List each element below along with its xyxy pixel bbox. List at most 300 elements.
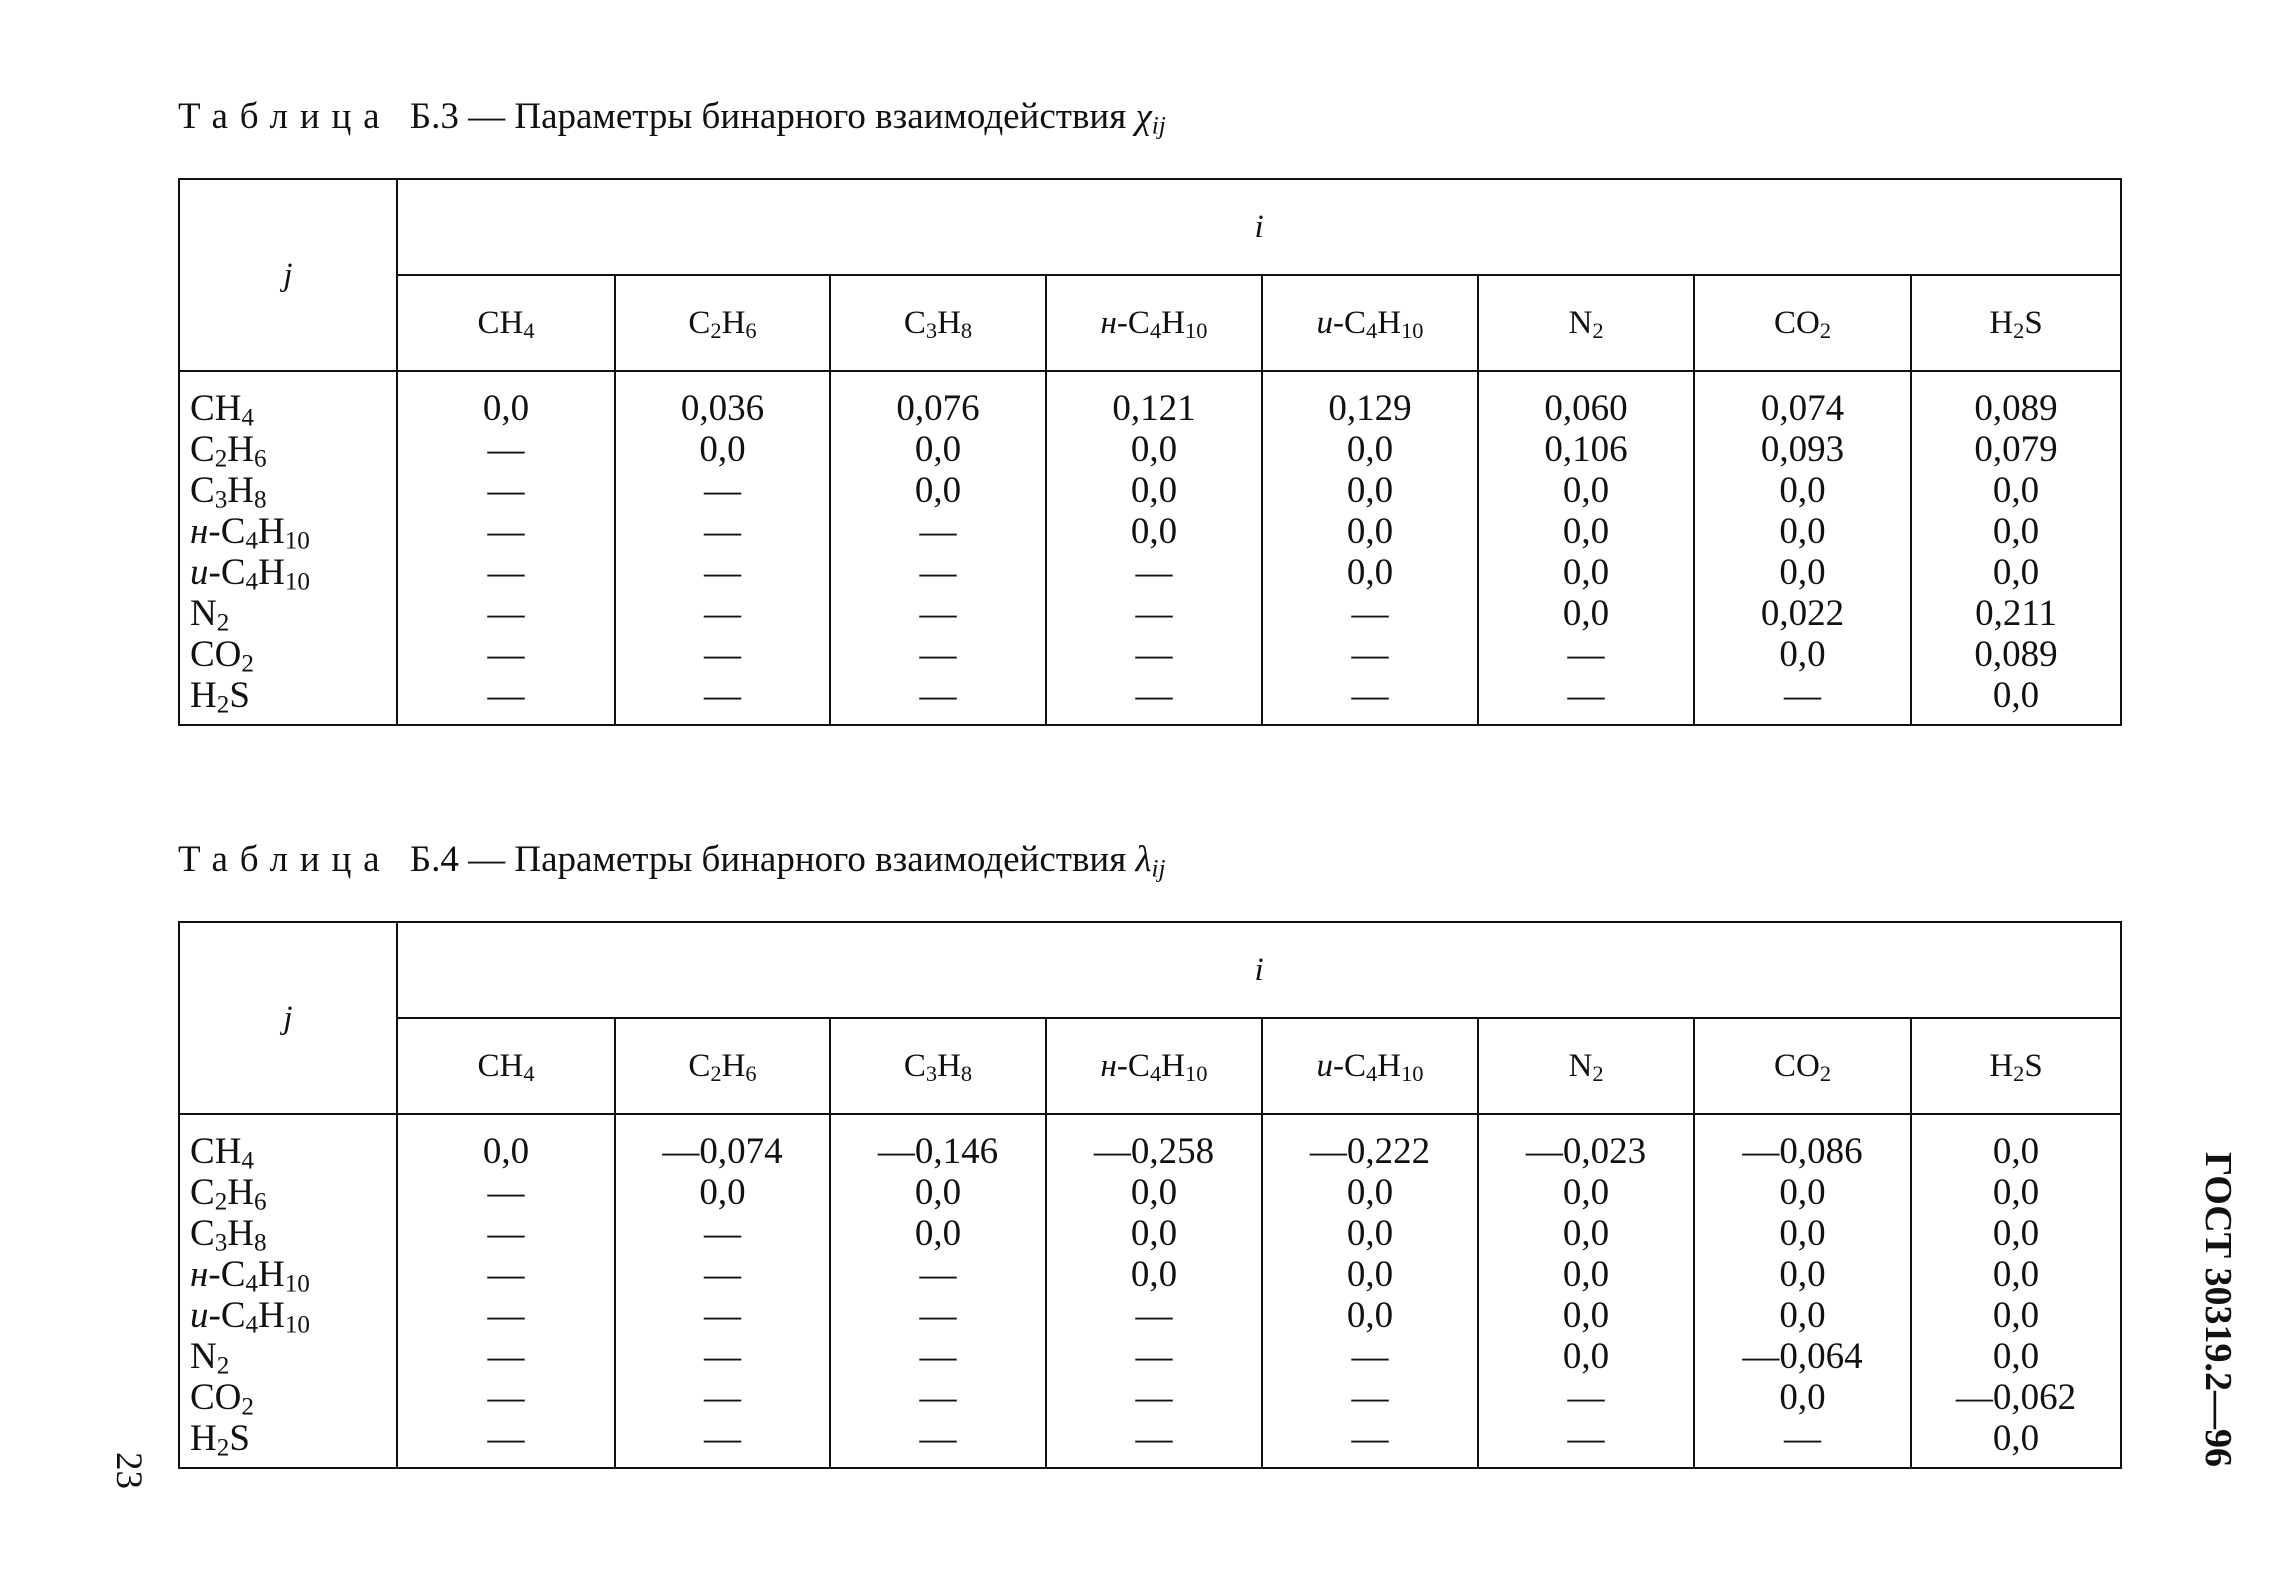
- formula-element: S: [2024, 1047, 2043, 1084]
- table-cell: —: [1262, 1418, 1478, 1468]
- table-cell: 0,0: [1478, 470, 1694, 511]
- table-cell: 0,0: [1046, 1254, 1262, 1295]
- formula-element: H: [227, 429, 254, 470]
- table-row: [179, 593, 2121, 634]
- formula-subscript: 8: [254, 486, 267, 514]
- table-cell: 0,121: [1046, 371, 1262, 429]
- table-cell: —: [615, 634, 830, 675]
- table-cell: —: [1262, 593, 1478, 634]
- table-cell: —: [830, 511, 1046, 552]
- row-label: [179, 552, 397, 596]
- formula-subscript: 2: [216, 1434, 230, 1462]
- formula-subscript: 8: [960, 1060, 973, 1086]
- formula-element: H: [721, 1047, 746, 1084]
- table-cell: —: [1478, 1377, 1694, 1418]
- formula-subscript: 2: [1592, 1060, 1604, 1086]
- table-cell: 0,0: [1478, 511, 1694, 552]
- row-label: [179, 470, 397, 514]
- formula-subscript: 4: [1149, 317, 1162, 343]
- table-cell: 0,0: [1262, 1295, 1478, 1336]
- table-row: [179, 1172, 2121, 1213]
- formula-element: C: [190, 1213, 215, 1254]
- formula-subscript: 2: [1819, 317, 1832, 343]
- formula-subscript: 4: [1366, 317, 1378, 343]
- formula-subscript: 3: [214, 486, 228, 514]
- column-header: [1911, 275, 2121, 371]
- column-header: [615, 275, 830, 371]
- table-cell: —: [1046, 593, 1262, 634]
- table-cell: —: [615, 1295, 830, 1336]
- table-cell: —: [615, 675, 830, 725]
- table-cell: —: [1046, 1336, 1262, 1377]
- table-cell: 0,0: [1478, 1213, 1694, 1254]
- column-header: [830, 275, 1046, 371]
- formula-subscript: 8: [254, 1229, 267, 1257]
- table-cell: 0,0: [1694, 1213, 1911, 1254]
- table-cell: —0,023: [1478, 1114, 1694, 1172]
- formula-element: H: [1989, 304, 2014, 341]
- column-header: [1694, 1018, 1911, 1114]
- table-cell: 0,079: [1974, 429, 2058, 470]
- formula-element: H: [257, 511, 285, 552]
- table-cell: —: [397, 593, 615, 634]
- table-cell: —: [1046, 552, 1262, 593]
- table-cell: 0,0: [1992, 1213, 2040, 1254]
- formula-element: H: [1161, 304, 1185, 341]
- table-b4: [178, 921, 2122, 1469]
- formula-subscript: 2: [2013, 1060, 2025, 1086]
- formula-element: CO: [1773, 1047, 1820, 1084]
- formula-element: CO: [1773, 304, 1820, 341]
- formula-element: C: [477, 304, 500, 341]
- table-cell: —: [830, 1254, 1046, 1295]
- formula-element: C: [190, 1172, 215, 1213]
- formula-element: C: [220, 1295, 246, 1336]
- column-group-header-i: i: [397, 179, 2121, 275]
- table-row: [179, 470, 2121, 511]
- row-label: [179, 1295, 397, 1339]
- formula-subscript: 10: [1185, 317, 1208, 343]
- table-row: [179, 1418, 2121, 1468]
- table-cell: 0,0: [1694, 634, 1911, 675]
- table-cell: 0,0: [1992, 1418, 2040, 1459]
- formula-element: H: [499, 1047, 524, 1084]
- table-row: [179, 675, 2121, 725]
- formula-subscript: 4: [241, 404, 254, 432]
- isomer-prefix: н-: [190, 1254, 221, 1295]
- table-cell: —: [1046, 675, 1262, 725]
- table-cell: —0,258: [1046, 1114, 1262, 1172]
- table-cell: —: [1262, 1377, 1478, 1418]
- formula-subscript: 2: [710, 317, 722, 343]
- table-cell: —: [1046, 634, 1262, 675]
- formula-element: C: [190, 1131, 215, 1172]
- column-header: [1478, 1018, 1694, 1114]
- formula-subscript: 4: [245, 568, 259, 596]
- table-cell: 0,0: [1478, 1295, 1694, 1336]
- formula-element: C: [1127, 1047, 1150, 1084]
- formula-subscript: 2: [216, 1352, 230, 1380]
- table-cell: 0,0: [1262, 470, 1478, 511]
- table-cell: —: [397, 1377, 615, 1418]
- formula-subscript: 4: [523, 317, 535, 343]
- formula-subscript: 2: [214, 445, 228, 473]
- formula-subscript: 4: [1366, 1060, 1378, 1086]
- table-cell: 0,0: [1478, 552, 1694, 593]
- table-cell: 0,0: [1046, 1172, 1262, 1213]
- table-cell: 0,0: [830, 1172, 1046, 1213]
- table-cell: —: [615, 1254, 830, 1295]
- caption-text: Б.3 — Параметры бинарного взаимодействия: [409, 96, 1127, 137]
- formula-subscript: 10: [1185, 1060, 1208, 1086]
- row-header-j: j: [179, 179, 397, 371]
- table-b3-caption: [178, 95, 1166, 138]
- table-cell: 0,0: [1694, 1377, 1911, 1418]
- table-cell: —: [615, 511, 830, 552]
- formula-element: H: [937, 1047, 961, 1084]
- table-cell: —: [830, 552, 1046, 593]
- formula-element: C: [688, 1047, 711, 1084]
- formula-subscript: 4: [1149, 1060, 1162, 1086]
- formula-element: H: [227, 1213, 254, 1254]
- table-cell: —: [615, 1213, 830, 1254]
- table-cell: 0,0: [1478, 593, 1694, 634]
- formula-subscript: 8: [960, 317, 973, 343]
- isomer-prefix: н-: [1100, 304, 1128, 341]
- table-cell: —: [830, 675, 1046, 725]
- formula-element: C: [1127, 304, 1150, 341]
- formula-subscript: 2: [1819, 1060, 1832, 1086]
- formula-subscript: 2: [241, 650, 254, 678]
- formula-element: H: [499, 304, 524, 341]
- formula-element: H: [227, 470, 254, 511]
- table-cell: —: [397, 1172, 615, 1213]
- formula-subscript: 3: [925, 317, 938, 343]
- table-cell: 0,0: [1992, 1336, 2040, 1377]
- table-row: [179, 429, 2121, 470]
- table-cell: —: [397, 552, 615, 593]
- formula-element: H: [257, 1254, 285, 1295]
- table-cell: —: [397, 1254, 615, 1295]
- isomer-prefix: н-: [190, 511, 221, 552]
- formula-element: C: [220, 511, 246, 552]
- row-label: [179, 1336, 397, 1380]
- formula-element: C: [190, 470, 215, 511]
- table-cell: —: [397, 511, 615, 552]
- table-row: [179, 634, 2121, 675]
- formula-element: CO: [190, 634, 242, 675]
- table-cell: 0,0: [1694, 511, 1911, 552]
- table-cell: —: [1262, 634, 1478, 675]
- table-cell: 0,0: [1694, 1254, 1911, 1295]
- table-cell: 0,022: [1694, 593, 1911, 634]
- table-cell: 0,074: [1694, 371, 1911, 429]
- formula-subscript: 4: [245, 1270, 258, 1298]
- table-cell: —: [397, 634, 615, 675]
- table-cell: 0,106: [1478, 429, 1694, 470]
- formula-subscript: 10: [284, 1311, 310, 1339]
- column-group-header-i: i: [397, 922, 2121, 1018]
- formula-element: N: [1568, 304, 1593, 341]
- isomer-prefix: и-: [1316, 304, 1344, 341]
- table-cell: —: [397, 429, 615, 470]
- row-label: [179, 429, 397, 473]
- table-cell: 0,0: [1992, 1172, 2040, 1213]
- table-cell: 0,0: [1262, 1254, 1478, 1295]
- isomer-prefix: н-: [1100, 1047, 1128, 1084]
- table-cell: 0,060: [1478, 371, 1694, 429]
- formula-subscript: 2: [241, 1393, 254, 1421]
- formula-subscript: 6: [745, 317, 757, 343]
- table-cell: 0,0: [1262, 1213, 1478, 1254]
- row-label: [179, 1213, 397, 1257]
- column-header: [1046, 275, 1262, 371]
- formula-element: H: [190, 1418, 217, 1459]
- table-cell: —: [615, 470, 830, 511]
- table-cell: 0,0: [1694, 552, 1911, 593]
- formula-subscript: 10: [284, 1270, 310, 1298]
- formula-element: C: [220, 552, 246, 593]
- formula-element: H: [937, 304, 961, 341]
- formula-element: H: [227, 1172, 254, 1213]
- table-cell: —: [615, 552, 830, 593]
- formula-subscript: 6: [254, 445, 267, 473]
- table-cell: 0,093: [1694, 429, 1911, 470]
- formula-element: C: [190, 429, 215, 470]
- formula-element: H: [1989, 1047, 2014, 1084]
- table-cell: 0,036: [615, 371, 830, 429]
- table-cell: —: [615, 1377, 830, 1418]
- formula-subscript: 2: [710, 1060, 722, 1086]
- caption-symbol: λ: [1135, 839, 1152, 880]
- column-header: [615, 1018, 830, 1114]
- table-cell: —: [397, 1336, 615, 1377]
- table-cell: —: [615, 1418, 830, 1468]
- table-cell: —: [1478, 1418, 1694, 1468]
- formula-element: N: [190, 1336, 217, 1377]
- table-cell: —: [1478, 675, 1694, 725]
- table-cell: 0,0: [615, 1172, 830, 1213]
- table-cell: —: [397, 470, 615, 511]
- table-cell: 0,0: [1262, 1172, 1478, 1213]
- formula-element: C: [1343, 1047, 1366, 1084]
- table-cell: 0,0: [1992, 1131, 2040, 1172]
- table-cell: 0,0: [1694, 1295, 1911, 1336]
- formula-element: C: [220, 1254, 246, 1295]
- table-cell: 0,0: [1262, 429, 1478, 470]
- row-label: [179, 634, 397, 678]
- formula-element: H: [1161, 1047, 1185, 1084]
- formula-subscript: 2: [216, 609, 230, 637]
- formula-element: H: [258, 1295, 285, 1336]
- table-cell: —: [1478, 634, 1694, 675]
- formula-element: CO: [190, 1377, 242, 1418]
- table-row: [179, 511, 2121, 552]
- row-label: [179, 675, 397, 725]
- table-cell: —: [830, 1418, 1046, 1468]
- formula-element: N: [190, 593, 217, 634]
- table-cell: 0,0: [1046, 1213, 1262, 1254]
- table-cell: —0,062: [1955, 1377, 2077, 1418]
- formula-element: S: [229, 675, 250, 716]
- formula-element: C: [903, 1047, 926, 1084]
- table-row: [179, 371, 2121, 429]
- caption-symbol: χ: [1135, 96, 1152, 137]
- formula-subscript: 10: [1401, 317, 1424, 343]
- formula-subscript: 6: [254, 1188, 267, 1216]
- caption-text: Б.4 — Параметры бинарного взаимодействия: [409, 839, 1127, 880]
- table-row: [179, 1336, 2121, 1377]
- formula-subscript: 2: [214, 1188, 228, 1216]
- formula-element: H: [721, 304, 746, 341]
- table-cell: 0,0: [1694, 470, 1911, 511]
- table-cell: 0,0: [830, 429, 1046, 470]
- formula-element: C: [477, 1047, 500, 1084]
- row-label: [179, 593, 397, 637]
- row-label: [179, 1418, 397, 1468]
- formula-subscript: 3: [925, 1060, 938, 1086]
- table-row: [179, 1295, 2121, 1336]
- table-cell: 0,0: [615, 429, 830, 470]
- formula-element: S: [229, 1418, 250, 1459]
- row-label: [179, 1114, 397, 1175]
- formula-element: C: [903, 304, 926, 341]
- column-header: [1694, 275, 1911, 371]
- formula-subscript: 3: [214, 1229, 228, 1257]
- table-cell: 0,0: [1046, 470, 1262, 511]
- table-cell: 0,076: [830, 371, 1046, 429]
- table-cell: 0,089: [1974, 388, 2058, 429]
- table-cell: —: [1046, 1418, 1262, 1468]
- row-header-j: j: [179, 922, 397, 1114]
- table-cell: —0,064: [1694, 1336, 1911, 1377]
- column-header: [1478, 275, 1694, 371]
- table-b4-caption: [178, 838, 1166, 881]
- formula-subscript: 10: [284, 527, 310, 555]
- table-cell: 0,0: [1046, 429, 1262, 470]
- table-cell: —: [1694, 1418, 1911, 1468]
- table-cell: 0,0: [397, 1114, 615, 1172]
- formula-element: H: [190, 675, 217, 716]
- table-cell: 0,211: [1975, 593, 2057, 634]
- table-cell: —: [1262, 675, 1478, 725]
- table-cell: —: [830, 1336, 1046, 1377]
- formula-subscript: 2: [2013, 317, 2025, 343]
- table-cell: 0,0: [1262, 552, 1478, 593]
- table-row: [179, 552, 2121, 593]
- table-cell: 0,0: [830, 470, 1046, 511]
- standard-designation: ГОСТ 30319.2—96: [2197, 1152, 2239, 1468]
- table-cell: 0,0: [1992, 552, 2040, 593]
- table-cell: —: [1046, 1295, 1262, 1336]
- formula-element: C: [688, 304, 711, 341]
- column-header: [1262, 1018, 1478, 1114]
- table-cell: 0,0: [397, 371, 615, 429]
- formula-subscript: 2: [1592, 317, 1604, 343]
- table-cell: 0,129: [1262, 371, 1478, 429]
- table-cell: —0,074: [615, 1114, 830, 1172]
- table-cell: 0,0: [1992, 675, 2040, 716]
- formula-subscript: 4: [523, 1060, 535, 1086]
- caption-symbol-subscript: ij: [1151, 112, 1166, 140]
- formula-element: C: [1343, 304, 1366, 341]
- table-cell: 0,0: [1992, 511, 2040, 552]
- formula-element: S: [2024, 304, 2043, 341]
- table-cell: —: [1262, 1336, 1478, 1377]
- table-cell: —: [1694, 675, 1911, 725]
- table-cell: —: [397, 1213, 615, 1254]
- isomer-prefix: и-: [1316, 1047, 1344, 1084]
- table-cell: 0,0: [830, 1213, 1046, 1254]
- caption-label: Таблица: [178, 96, 392, 137]
- table-cell: 0,0: [1992, 1254, 2040, 1295]
- formula-subscript: 4: [241, 1147, 254, 1175]
- table-cell: —0,146: [830, 1114, 1046, 1172]
- table-row: [179, 1114, 2121, 1172]
- formula-subscript: 4: [245, 527, 258, 555]
- table-cell: 0,0: [1046, 511, 1262, 552]
- row-label: [179, 1377, 397, 1421]
- table-cell: 0,0: [1478, 1254, 1694, 1295]
- table-cell: 0,0: [1478, 1336, 1694, 1377]
- table-cell: —: [397, 675, 615, 725]
- table-cell: 0,0: [1992, 470, 2040, 511]
- table-cell: —: [830, 1377, 1046, 1418]
- page-number: 23: [108, 1451, 149, 1489]
- formula-element: C: [190, 388, 215, 429]
- table-cell: 0,089: [1974, 634, 2058, 675]
- formula-subscript: 4: [245, 1311, 259, 1339]
- isomer-prefix: и-: [190, 552, 221, 593]
- formula-element: H: [214, 388, 242, 429]
- table-cell: 0,0: [1992, 1295, 2040, 1336]
- table-cell: 0,0: [1262, 511, 1478, 552]
- table-cell: 0,0: [1478, 1172, 1694, 1213]
- table-cell: —: [615, 1336, 830, 1377]
- formula-element: N: [1568, 1047, 1593, 1084]
- table-row: [179, 1213, 2121, 1254]
- column-header: [1046, 1018, 1262, 1114]
- table-cell: —: [830, 593, 1046, 634]
- formula-subscript: 10: [1401, 1060, 1424, 1086]
- row-label: [179, 1172, 397, 1216]
- formula-element: H: [1377, 304, 1402, 341]
- formula-element: H: [214, 1131, 242, 1172]
- formula-element: H: [1377, 1047, 1402, 1084]
- row-label: [179, 511, 397, 555]
- table-cell: —: [830, 634, 1046, 675]
- column-header: [397, 1018, 615, 1114]
- formula-subscript: 6: [745, 1060, 757, 1086]
- column-header: [1911, 1018, 2121, 1114]
- table-cell: 0,0: [1694, 1172, 1911, 1213]
- row-label: [179, 371, 397, 432]
- formula-element: H: [258, 552, 285, 593]
- table-cell: —: [1046, 1377, 1262, 1418]
- formula-subscript: 2: [216, 691, 230, 719]
- formula-subscript: 10: [284, 568, 310, 596]
- table-row: [179, 1377, 2121, 1418]
- table-cell: —: [397, 1295, 615, 1336]
- isomer-prefix: и-: [190, 1295, 221, 1336]
- table-cell: —0,222: [1262, 1114, 1478, 1172]
- table-cell: —: [615, 593, 830, 634]
- column-header: [830, 1018, 1046, 1114]
- table-cell: —: [830, 1295, 1046, 1336]
- table-b3: [178, 178, 2122, 726]
- row-label: [179, 1254, 397, 1298]
- caption-symbol-subscript: ij: [1151, 855, 1166, 883]
